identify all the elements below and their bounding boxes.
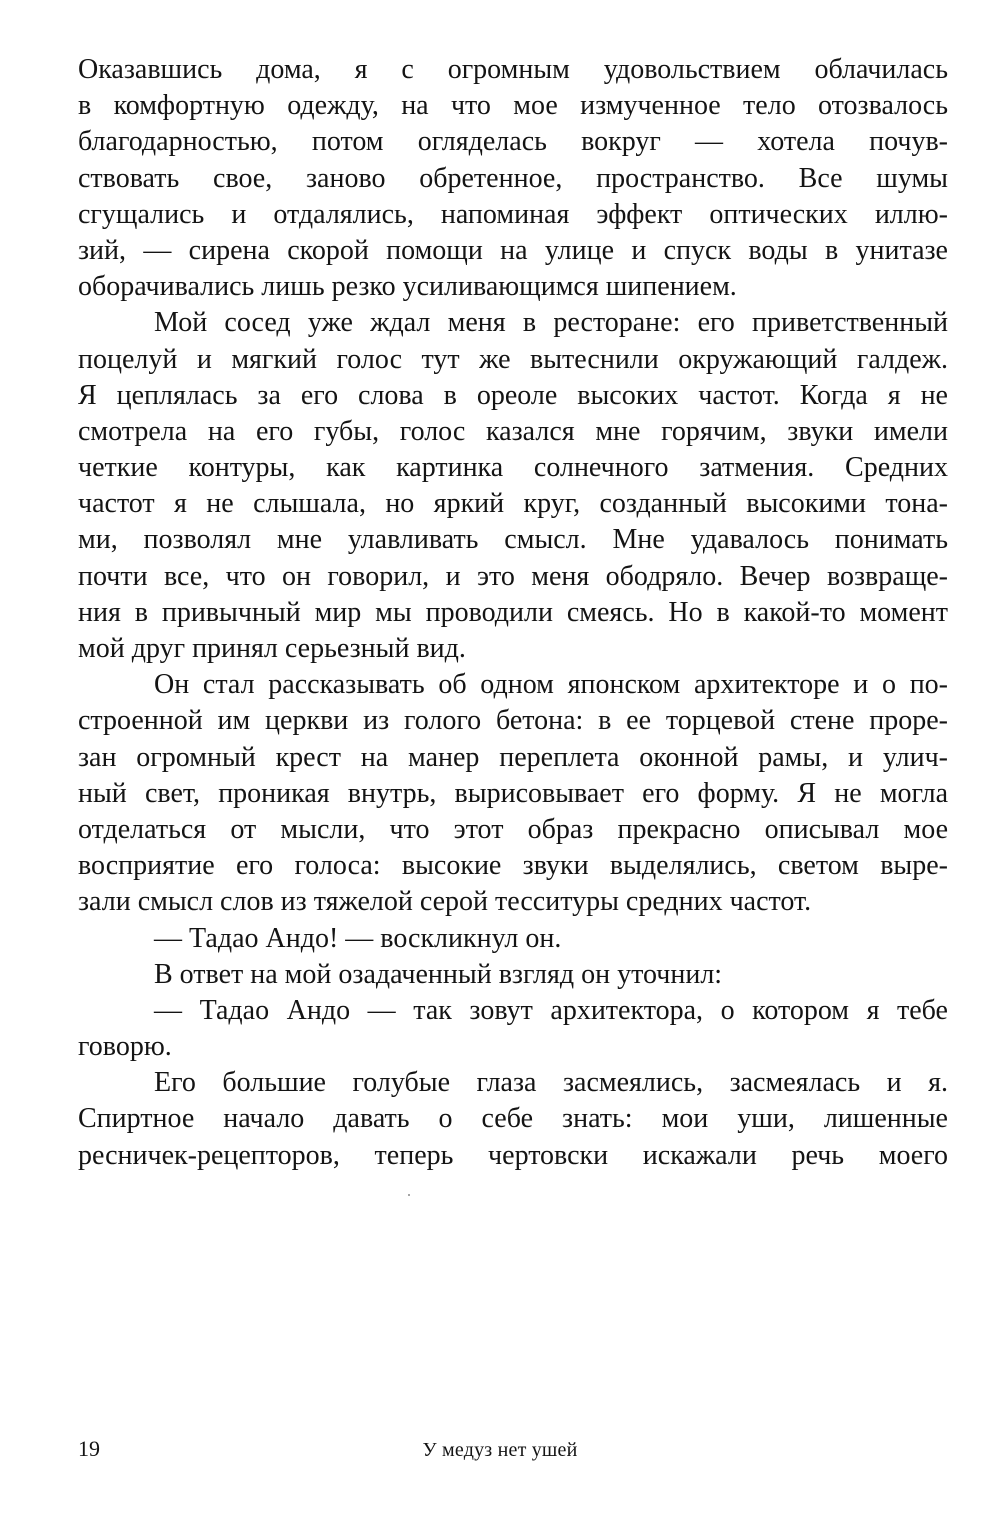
text-line: в комфортную одежду, на что мое измученное тело отозвалось — [78, 90, 948, 122]
text-line: благодарностью, потом огляделась вокруг — хотела почув- — [78, 126, 948, 158]
text-line: Спиртное начало давать о себе знать: мои уши, лишенные — [78, 1103, 948, 1135]
text-line: зан огромный крест на манер переплета оконной рамы, и улич- — [78, 741, 948, 773]
text-line: — Тадао Андо! — воскликнул он. — [154, 922, 562, 954]
text-line: Он стал рассказывать об одном японском архитекторе и о по- — [154, 669, 948, 701]
page-number: 19 — [78, 1436, 100, 1461]
text-line: четкие контуры, как картинка солнечного затмения. Средних — [78, 452, 948, 484]
text-line: Его большие голубые глаза засмеялись, засмеялась и я. — [154, 1067, 948, 1099]
text-line: оборачивались лишь резко усиливающимся шипением. — [78, 271, 737, 303]
text-line: зий, — сирена скорой помощи на улице и спуск воды в унитазе — [78, 234, 948, 266]
running-title: У медуз нет ушей — [422, 1439, 578, 1461]
text-line: почти все, что он говорил, и это меня ободряло. Вечер возвраще- — [78, 560, 948, 592]
text-line: смотрела на его губы, голос казался мне горячим, звуки имели — [78, 415, 948, 447]
text-line: зали смысл слов из тяжелой серой тесситуры средних частот. — [78, 886, 812, 918]
text-line: ный свет, проникая внутрь, вырисовывает его форму. Я не могла — [78, 777, 948, 809]
text-line: Мой сосед уже ждал меня в ресторане: его приветственный — [154, 307, 948, 339]
text-line: ния в привычный мир мы проводили смеясь. Но в какой-то момент — [78, 596, 948, 628]
text-line: ствовать свое, заново обретенное, пространство. Все шумы — [78, 162, 948, 194]
text-line: В ответ на мой озадаченный взгляд он уточнил: — [154, 958, 723, 990]
text-line: строенной им церкви из голого бетона: в ее торцевой стене проре- — [78, 705, 948, 737]
text-line: ми, позволял мне улавливать смысл. Мне удавалось понимать — [78, 524, 948, 556]
text-line: частот я не слышала, но яркий круг, созданный высокими тона- — [78, 488, 948, 520]
text-line: ресничек-рецепторов, теперь чертовски искажали речь моего — [78, 1139, 948, 1171]
text-line: Я цеплялась за его слова в ореоле высоких частот. Когда я не — [78, 379, 948, 411]
body-text — [78, 52, 948, 1174]
text-line: сгущались и отдалялись, напоминая эффект оптических иллю- — [78, 198, 948, 230]
scan-speck — [408, 1194, 410, 1196]
text-line: поцелуй и мягкий голос тут же вытеснили окружающий галдеж. — [78, 343, 948, 375]
text-line: — Тадао Андо — так зовут архитектора, о котором я тебе — [154, 994, 948, 1026]
text-line: говорю. — [78, 1031, 172, 1063]
text-line: отделаться от мысли, что этот образ прекрасно описывал мое — [78, 813, 948, 845]
text-line: Оказавшись дома, я с огромным удовольствием облачилась — [78, 54, 948, 85]
text-line: мой друг принял серьезный вид. — [78, 633, 466, 664]
text-line: восприятие его голоса: высокие звуки выделялись, светом выре- — [78, 850, 948, 882]
